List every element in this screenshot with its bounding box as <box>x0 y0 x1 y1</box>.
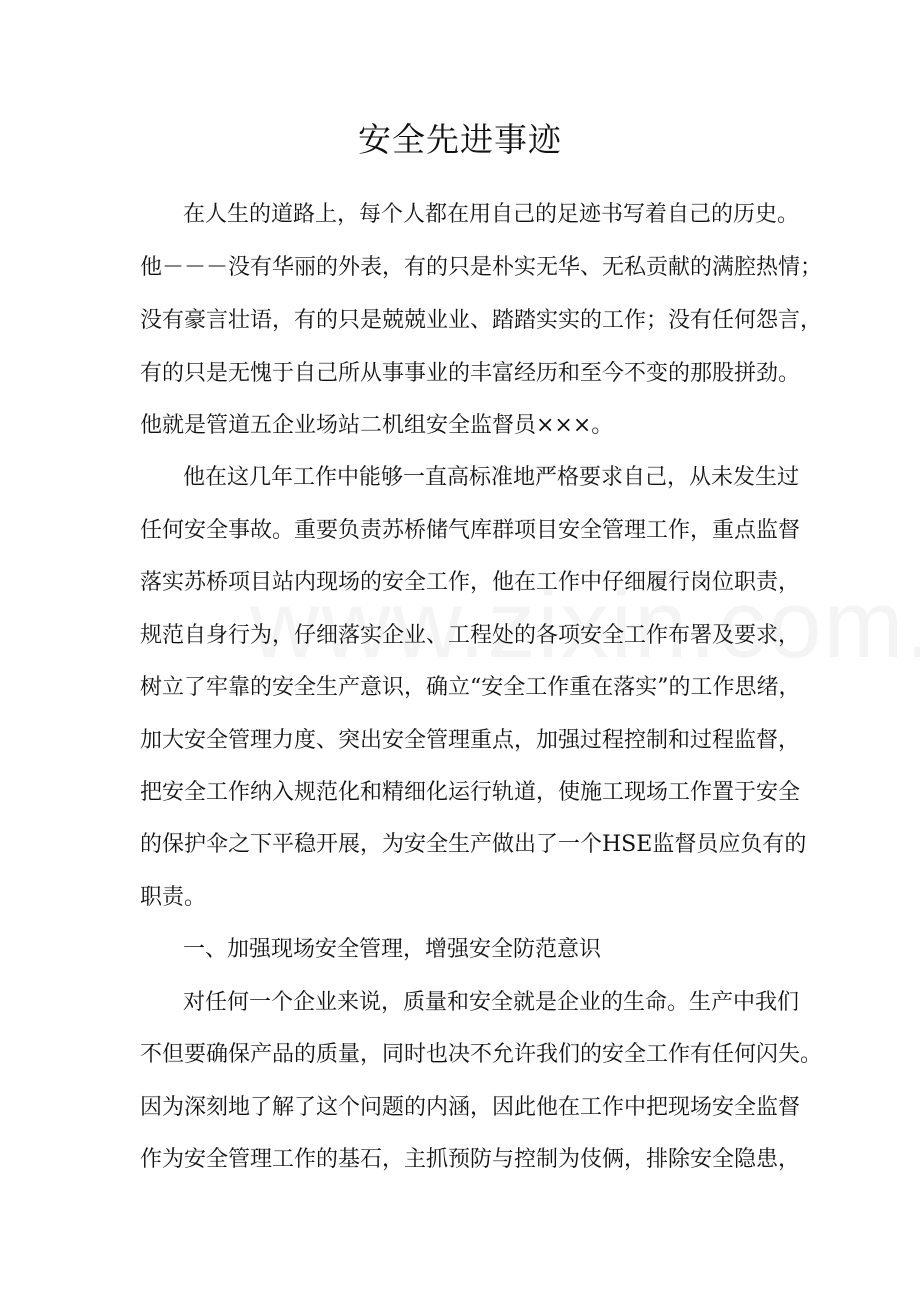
paragraph-line: 规范自身行为，仔细落实企业、工程处的各项安全工作布署及要求， <box>140 623 801 648</box>
paragraph-line: 加大安全管理力度、突出安全管理重点，加强过程控制和过程监督， <box>140 728 801 753</box>
paragraph-line: 没有豪言壮语，有的只是兢兢业业、踏踏实实的工作；没有任何怨言， <box>140 308 823 333</box>
paragraph-line: 因为深刻地了解了这个问题的内涵，因此他在工作中把现场安全监督 <box>140 1095 801 1120</box>
paragraph-line: 职责。 <box>140 885 207 910</box>
paragraph-line: 有的只是无愧于自己所从事事业的丰富经历和至今不变的那股拼劲。 <box>140 361 801 386</box>
paragraph-line: 任何安全事故。重要负责苏桥储气库群项目安全管理工作，重点监督 <box>140 518 801 543</box>
paragraph-line: 他就是管道五企业场站二机组安全监督员×××。 <box>140 413 614 438</box>
paragraph-line: 他－－－没有华丽的外表，有的只是朴实无华、无私贡献的满腔热情； <box>140 255 823 280</box>
paragraph-line: 他在这几年工作中能够一直高标准地严格要求自己，从未发生过 <box>183 465 800 490</box>
paragraph-line: 落实苏桥项目站内现场的安全工作，他在工作中仔细履行岗位职责， <box>140 570 801 595</box>
document-title: 安全先进事迹 <box>358 120 562 159</box>
paragraph-line: 把安全工作纳入规范化和精细化运行轨道，使施工现场工作置于安全 <box>140 780 801 805</box>
paragraph-line: 对任何一个企业来说，质量和安全就是企业的生命。生产中我们 <box>183 990 800 1015</box>
paragraph-line: 树立了牢靠的安全生产意识，确立“安全工作重在落实”的工作思绪， <box>140 675 801 700</box>
paragraph-line: 在人生的道路上，每个人都在用自己的足迹书写着自己的历史。 <box>183 202 800 227</box>
paragraph-line: 作为安全管理工作的基石，主抓预防与控制为伎俩，排除安全隐患， <box>140 1147 801 1172</box>
paragraph-line: 不但要确保产品的质量，同时也决不允许我们的安全工作有任何闪失。 <box>140 1042 823 1067</box>
paragraph-line: 的保护伞之下平稳开展，为安全生产做出了一个HSE监督员应负有的 <box>140 832 807 857</box>
section-heading: 一、加强现场安全管理，增强安全防范意识 <box>183 937 602 962</box>
